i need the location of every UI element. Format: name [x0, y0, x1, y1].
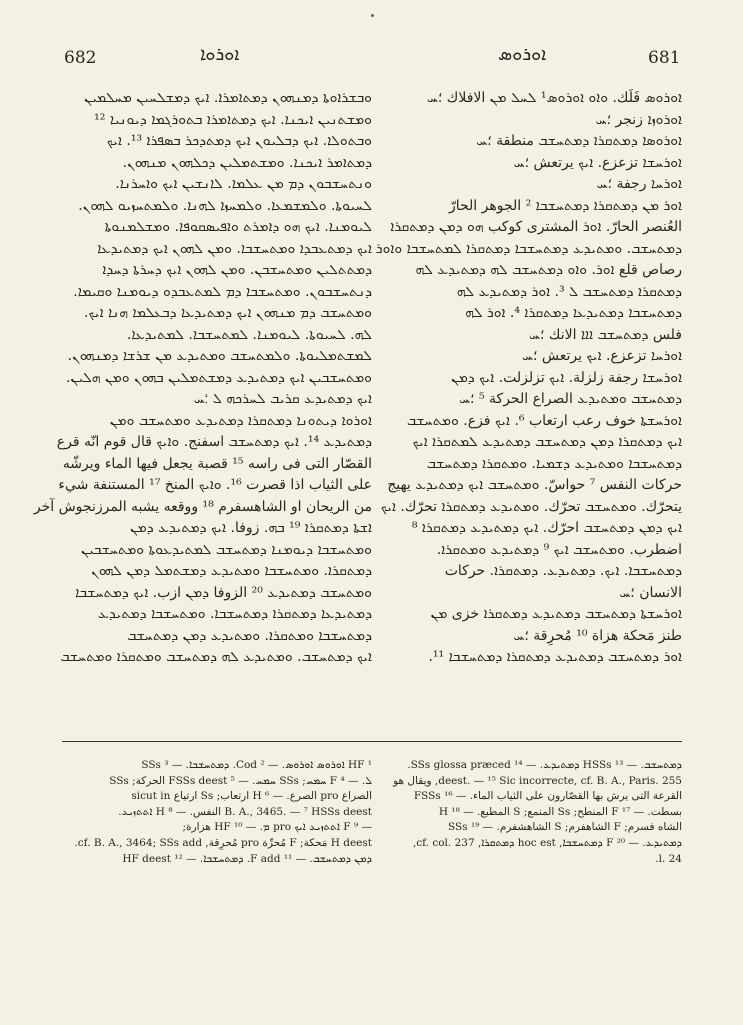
footnotes-left: [62, 758, 372, 867]
text-line: ܘܒܫܪܐܘܬܐ ܕܡܢܗܘܢ ܕܡܬܐܡܪܐ. ܐܝܟ ܕܡܫܠܚܝܢ ܡܚܠܡܝܢ: [84, 90, 372, 106]
text-line: ܕܡܬܚܫܒܐ ܘܡܬܝܕܥ ܕܫܡܝܐ. ܘܡܬܩܪܐ ܕܡܬܚܫܒ: [426, 455, 682, 472]
text-line: ܕܡܬܬܠܝܢ ܘܡܬܚܫܒܢ. ܘܡܢ ܠܗܘܢ ܐܝܟ ܕܚܪܬܐ ܕܚܕܐ: [102, 262, 372, 278]
footnote-line: الصراع pro الصرع. — ⁶ H ارتعاب; Ss ارتياع sicut in: [131, 790, 372, 803]
text-line: ܕܡܬܝܕܥܐ ܕܡܬܩܪܐ ܕܡܬܚܫܒܐ. ܘܡܬܚܫܒܐ ܕܡܬܝܕܥ: [98, 606, 372, 622]
text-line: ܕܡܬܩܪܐ. ܘܡܬܚܫܒܐ ܘܡܬܝܕܥ ܕܡܫܬܡܠ ܕܡܢ ܠܗܘܢ: [91, 563, 372, 579]
text-line: ܐܘܪܘܙܐ زنجر ؛ܚ: [595, 111, 682, 128]
text-line: ܐܘܪ ܡܢ ܕܡܬܩܪܐ ܕܡܬܚܫܒܐ ² الجوهر الحارّ: [448, 197, 682, 214]
text-line: ܘܡܬܚܫܒ ܕܡܬܝܕܥ ²⁰ الزوفا ܕܡܢ ازب. ܐܝܟ ܕܡܬܚܫܒܐ: [75, 584, 372, 601]
left-text-column: [33, 88, 372, 669]
text-line: ܘܡܬܚܫܒܝܢ ܐܝܟ ܕܡܬܝܕܥ ܕܡܫܬܡܠܝܢ ܒܗܘܢ ܘܡܢ ܗܠܝܢ.: [65, 369, 372, 386]
text-line: يتحرّك. ܘܡܬܚܫܒ تحرّك. ܘܡܬܝܕܥ ܕܡܬܩܪܐ تحرّك. ܐܝܟ: [380, 498, 682, 515]
text-line: ܐܝܟ ܕܡܬܥܒܕܐ ܘܡܬܚܫܒܐ. ܘܡܢ ܠܗܘܢ ܐܝܟ ܕܡܬܝܕܥܐ: [97, 240, 372, 257]
text-line: ܐܘܪܚܫܐ رجفة زلزلة. ܐܝܟ تزلزلت. ܐܝܟ ܕܡܢ: [451, 369, 682, 386]
text-line: ܐܘܪܚܫܬܐ ܕܡܬܚܫܒ ܕܡܬܝܕܥ ܕܡܬܩܪܐ خزی ܡܢ: [430, 606, 682, 622]
text-line: ܕܡܬܝܕܥ ¹⁴. ܐܝܟ ܕܡܬܚܫܒ اسفنج. ܘܐܝܟ قال قوم انّه قرع: [56, 434, 372, 450]
footnote-line: ܕܡܢ ܕܡܬܚܫܒ. — ¹¹ F add. ܕܡܬܚܫܒܐ. — ¹² HF deest: [122, 852, 372, 865]
text-line: ܠܡܫܬܡܠܝܘܬܐ. ܘܠܡܬܚܫܒ ܘܡܬܝܕܥ ܡܢ ܫܪܫܐ ܕܡܢܗܘܢ.: [67, 348, 372, 364]
footnote-line: بسطت. — ¹⁷ F المنطح; Ss المنمع; S المطبع. — ¹⁸ H: [438, 805, 682, 818]
text-line: ܐܘܪܚܐ تزعزع. ܐܝܟ يرتعش ؛ܚ: [522, 348, 682, 364]
text-line: ܠܚܝܘܬܐ. ܘܠܡܫܡܥܐ. ܘܠܡܚܙܐ ܠܗܢܐ. ܘܠܡܬܚܙܝܘ ܠܗܘܢ.: [78, 197, 372, 214]
text-line: ܐܘܪܘܣ فَلَك. ܘܐܘ ܐܘܪܘܣ¹ ܠܚܠ ܡܢ الافلاك ؛ܚ: [426, 90, 682, 106]
text-line: ܕܡܬܚܫܒܐ. ܐܝܟ. ܕܡܬܝܕܥ. ܕܡܬܩܪܐ. حركات: [444, 563, 682, 579]
footnote-line: ܕܡܬܝܕܥ. — ²⁰ F ܕܡܬܚܫܒܐ, hoc est ܕܡܬܩܪܐ, cf. col. 237,: [412, 836, 682, 849]
text-line: ܘܡܬܚܫܒ ܕܡ ܡܢܗܘܢ ܐܝܟ ܕܡܬܝܕܥܐ ܕܒܥܠܡܐ ܗܢܐ ܐܝܟ.: [84, 305, 372, 321]
text-line: الانسان ؛ܚ: [619, 584, 682, 601]
text-line: ܘܡܫܬܢܝܢ ܐܝܟܢܐ. ܐܝܟ ܕܡܬܐܡܪܐ ܒܬܘܪܓܡܐ ܕܝܘܢܝܐ ¹²: [94, 111, 372, 128]
footnotes-right: [372, 758, 682, 867]
text-line: ܐܘܪܘܐ ܕܝܬܘܢܐ ܕܡܬܩܪܐ ܕܡܬܝܕܥ ܘܡܬܚܫܒ ܘܡܢ: [109, 412, 372, 429]
right-page-number: 681: [648, 48, 681, 68]
text-line: العُنصر الحارّ. ܐܘܪ المشترى كوكب ܗܘ ܕܡܢ ܕܡܬܩܪܐ: [390, 219, 682, 235]
text-line: ܐܘܪܚܫܐ تزعزع. ܐܝܟ يرتعش ؛ܚ: [513, 154, 682, 171]
text-line: ܐܝܟ ܕܡܬܩܪܐ ܕܡܢ ܕܡܬܚܫܒ ܕܡܬܝܕܥ ܠܡܬܩܪܐ ܐܝܟ: [412, 434, 682, 450]
text-line: ܕܡܬܐܡܪ ܐܝܟܢܐ. ܘܡܫܬܡܠܝܢ ܕܟܠܗܘܢ ܡܢܗܘܢ.: [122, 154, 372, 171]
footnote-line: ܠ. — ⁴ F ܚܡܚ; SSs ܚܡܚ. — ⁵ FSSs deest الحركة; SSs: [109, 774, 372, 787]
text-line: ܠܝܘܡܢܐ. ܐܝܟ ܗܘ ܕܐܡܪܬ ܘܐܦܝܣܩܘܦܐ. ܘܡܫܠܡܢܘܬܐ: [104, 219, 372, 235]
text-line: ܐܘܪܘܣܐ ܕܡܬܩܪܐ ܕܡܬܚܫܒ منطقة ؛ܚ: [476, 133, 682, 149]
right-text-column: [372, 88, 682, 669]
left-running-head: ܐܘܪܘܐ: [200, 44, 240, 65]
text-line: ܐܝܟ ܕܡܬܝܕܥ ܩܪܝܒ ܠܚܪܟܗ ܠ ؛ܚ: [193, 391, 372, 407]
text-line: فلس ܕܡܬܚܫܒ ܐܐܐ الانك ؛ܚ: [529, 326, 682, 343]
text-line: ܘܢܬܚܫܒܘܢ ܕܡ ܡܢ ܥܠܡܐ. ܠܐܢܫܝܢ ܐܝܟ ܘܐܚܪܢܐ.: [115, 176, 372, 192]
text-line: ܐܘܪ ܕܡܬܚܫܒ ܕܡܬܝܕܥ ܕܡܬܩܪܐ ܕܡܬܚܫܒܐ ¹¹.: [428, 649, 682, 665]
text-line: ܐܘܪܚܫܬܐ خوف رعب ارتعاب ⁶. ܐܝܟ فزع. ܘܡܬܚܫܒ: [407, 412, 682, 429]
text-line: ܐܫܬܐ ܕܡܬܩܪܐ ¹⁹ ܒܗ. زوفا. ܐܝܟ ܕܡܬܝܕܥ ܕܡܢ: [130, 520, 372, 536]
text-line: ܘܒܬܘܠܐ. ܐܝܟ ܕܒܠܝܘܢ ܐܝܟ ܕܡܬܕܟܪ ܒܣܦܪܐ ¹³. ܐܝܟ: [106, 133, 372, 149]
text-line: ܕܡܬܚܫܒ. ܘܡܬܝܕܥ ܕܡܬܚܫܒܐ ܕܡܬܩܪܐ ܠܡܬܚܫܒܐ ܘܐܘܪ: [375, 240, 682, 257]
text-line: حركات النفس ⁷ حواسّ. ܘܡܬܚܫܒ ܐܝܟ ܕܡܬܝܕܥ يهيج: [387, 477, 682, 493]
text-line: ܐܘܪܚܐ رجفة ؛ܚ: [596, 176, 682, 192]
footnote-line: ܕܡܬܚܫܒ. — ¹³ HSSs ܕܡܬܝܕܥ. — ¹⁴ SSs glossa præced.: [407, 759, 682, 771]
text-line: ܠܗ. ܠܚܝܘܬܐ. ܠܝܘܡܢܐ. ܠܡܬܚܫܒܐ. ܠܡܬܝܕܥܐ.: [126, 326, 372, 343]
text-line: ܕܡܬܚܫܒ ܘܡܬܝܕܥ الصراع الحركة ⁵ ؛ܚ: [459, 391, 682, 407]
text-line: ܐܝܟ ܕܡܢ ܕܡܬܚܫܒ احرّك. ܐܝܟ ܕܡܬܝܕܥ ܕܡܬܩܪܐ ⁸: [411, 520, 682, 536]
text-line: ܕܡܬܚܫܒܐ ܕܡܬܝܕܥܐ ܕܡܬܩܪܐ ⁴. ܐܘܪ ܠܗ: [465, 305, 682, 321]
page-mark: [371, 14, 374, 17]
footnote-line: H deest مَحكة; F مُحرِّة pro مُحرِقة, cf. B. A., 3464; SSs add.: [74, 836, 372, 849]
footnote-line: ¹ HF ܐܘܪܘܣ ܐܘܪܘܣ. — ² Cod. ܕܡܬܚܫܒܐ. — ³ SSs: [141, 759, 372, 771]
footnote-line: l. 24.: [655, 852, 682, 865]
right-running-head: ܐܘܪܘܣ: [498, 44, 547, 65]
footnote-line: القرعة التى يرش بها القصّارون على الثياب الماء. — ¹⁶ FSSs: [413, 790, 682, 803]
text-line: اضطرب. ܘܡܬܚܫܒ ܐܝܟ ⁹ ܕܡܬܝܕܥ ܘܡܬܩܪܐ.: [436, 541, 682, 558]
footnote-line: deest. — ¹⁵ Sic incorrecte, cf. B. A., Paris. 255, ويقال هو: [393, 774, 682, 787]
text-line: على الثياب اذا قصرت ¹⁶. ܘܐܝܟ المنخ ¹⁷ المستنفة شيء: [58, 477, 372, 493]
text-line: رصاص قلع ܐܘܪ. ܘܐܘ ܕܡܬܚܫܒ ܠܗ ܕܡܬܝܕܥ ܠܗ: [415, 262, 682, 278]
footnote-line: B. A., 3465. — ⁷ HSSs deest النفس. — ⁸ H ܐܬܬܙܝܥ.: [118, 805, 372, 818]
text-line: طنز مَحكة هزاة ¹⁰ مُحرِقة ؛ܚ: [513, 627, 682, 644]
text-line: ܕܢܬܚܫܒܘܢ. ܘܡܬܚܫܒܐ ܕܡ ܠܡܬܥܒܕܘ ܕܝܘܡܢܐ ܘܩܝܡܐ.: [73, 283, 372, 300]
text-line: ܐܝܟ ܕܡܬܚܫܒ. ܘܡܬܝܕܥ ܠܗ ܕܡܬܚܫܒ ܘܡܬܩܪܐ ܘܡܬܚܫܒ: [60, 649, 372, 665]
footnote-line: الشاه فسرم; F الشاهفرم; S الشاهشفرم. — ¹⁹ SSs: [447, 821, 682, 834]
text-line: ܕܡܬܩܪܐ ܕܡܬܚܫܒ ܠ ³. ܐܘܪ ܕܡܬܝܕܥ ܠܗ: [456, 283, 682, 300]
footnote-line: — ⁹ F ܐܬܬܙܝܥ ܐܝܟ pro ܡ. — ¹⁰ HF هزارة;: [182, 821, 372, 834]
text-line: ܕܡܬܚܫܒܐ ܘܡܬܩܪܐ. ܘܡܬܝܕܥ ܕܡܢ ܕܡܬܚܫܒ: [127, 627, 372, 644]
text-line: ܘܡܬܚܫܒܐ ܕܝܘܡܢܐ ܕܡܬܚܫܒ ܠܡܬܝܕܥܘܬܐ ܘܡܬܚܫܒܝܢ: [81, 541, 372, 558]
left-page-number: 682: [64, 48, 97, 68]
text-line: من الريحان او الشاهسفرم ¹⁸ ووقعه يشبه المرزنجوش آخر: [33, 498, 372, 515]
footnote-separator: [62, 741, 682, 742]
text-line: القصّار التى فى راسه ¹⁵ قصبة يجعل فيها الماء ويرشّه: [62, 455, 372, 472]
